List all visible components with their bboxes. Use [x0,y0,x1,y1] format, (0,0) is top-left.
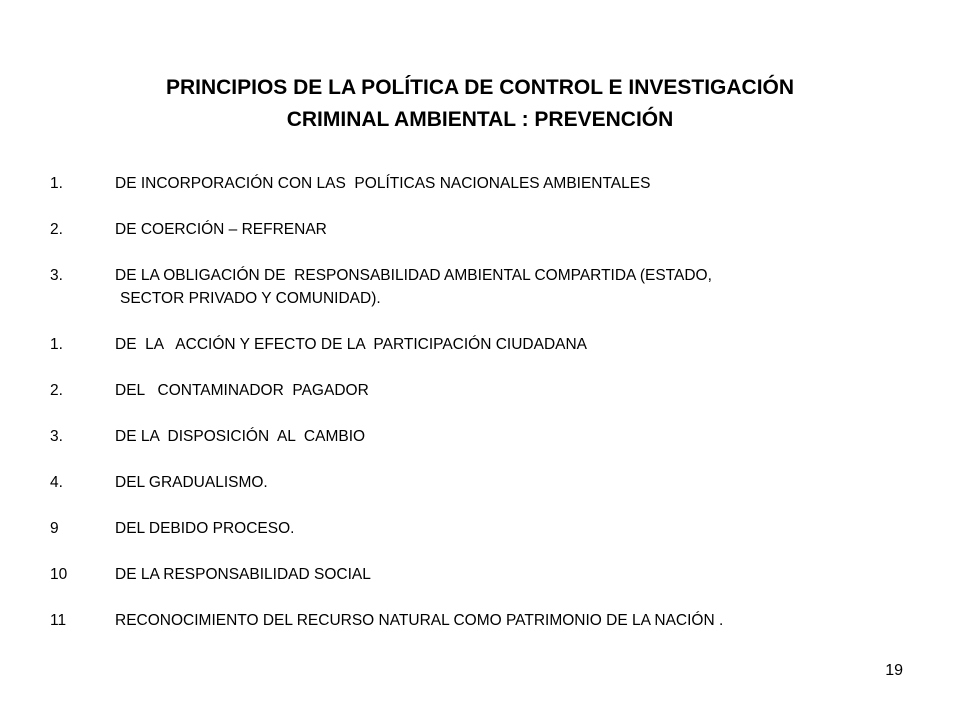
item-number: 10 [50,566,68,583]
list-item [50,379,930,402]
list-item [50,471,930,494]
item-text: DE LA RESPONSABILIDAD SOCIAL [115,566,371,583]
title-line-1: PRINCIPIOS DE LA POLÍTICA DE CONTROL E INVESTIGACIÓN [165,76,795,99]
item-text: DE LA OBLIGACIÓN DE RESPONSABILIDAD AMBIENTAL COMPARTIDA (ESTADO, [115,267,712,284]
list-item [50,517,930,540]
item-text: DE LA ACCIÓN Y EFECTO DE LA PARTICIPACIÓN CIUDADANA [115,336,588,353]
item-text: DEL CONTAMINADOR PAGADOR [115,382,369,399]
item-number: 4. [50,474,63,491]
item-number: 1. [50,175,63,192]
item-text: RECONOCIMIENTO DEL RECURSO NATURAL COMO PATRIMONIO DE LA NACIÓN . [115,612,724,629]
item-text: DE LA DISPOSICIÓN AL CAMBIO [115,428,366,445]
list-item [50,333,930,356]
item-number: 2. [50,221,63,238]
item-text: DE INCORPORACIÓN CON LAS POLÍTICAS NACIONALES AMBIENTALES [115,175,651,192]
item-text-continuation: SECTOR PRIVADO Y COMUNIDAD). [120,290,381,307]
item-number: 3. [50,267,63,284]
item-text: DEL DEBIDO PROCESO. [115,520,295,537]
page-number: 19 [885,662,903,679]
item-number: 3. [50,428,63,445]
item-text: DEL GRADUALISMO. [115,474,268,491]
list-item [50,609,930,632]
slide-title [0,72,960,136]
item-number: 1. [50,336,63,353]
item-number: 2. [50,382,63,399]
list-item [50,264,930,310]
list-item [50,218,930,241]
item-number: 9 [50,520,59,537]
title-line-2: CRIMINAL AMBIENTAL : PREVENCIÓN [286,108,674,131]
list-item [50,172,930,195]
list-item [50,425,930,448]
item-number: 11 [50,612,67,629]
list-item [50,563,930,586]
item-text: DE COERCIÓN – REFRENAR [115,221,327,238]
principles-list [50,172,930,655]
